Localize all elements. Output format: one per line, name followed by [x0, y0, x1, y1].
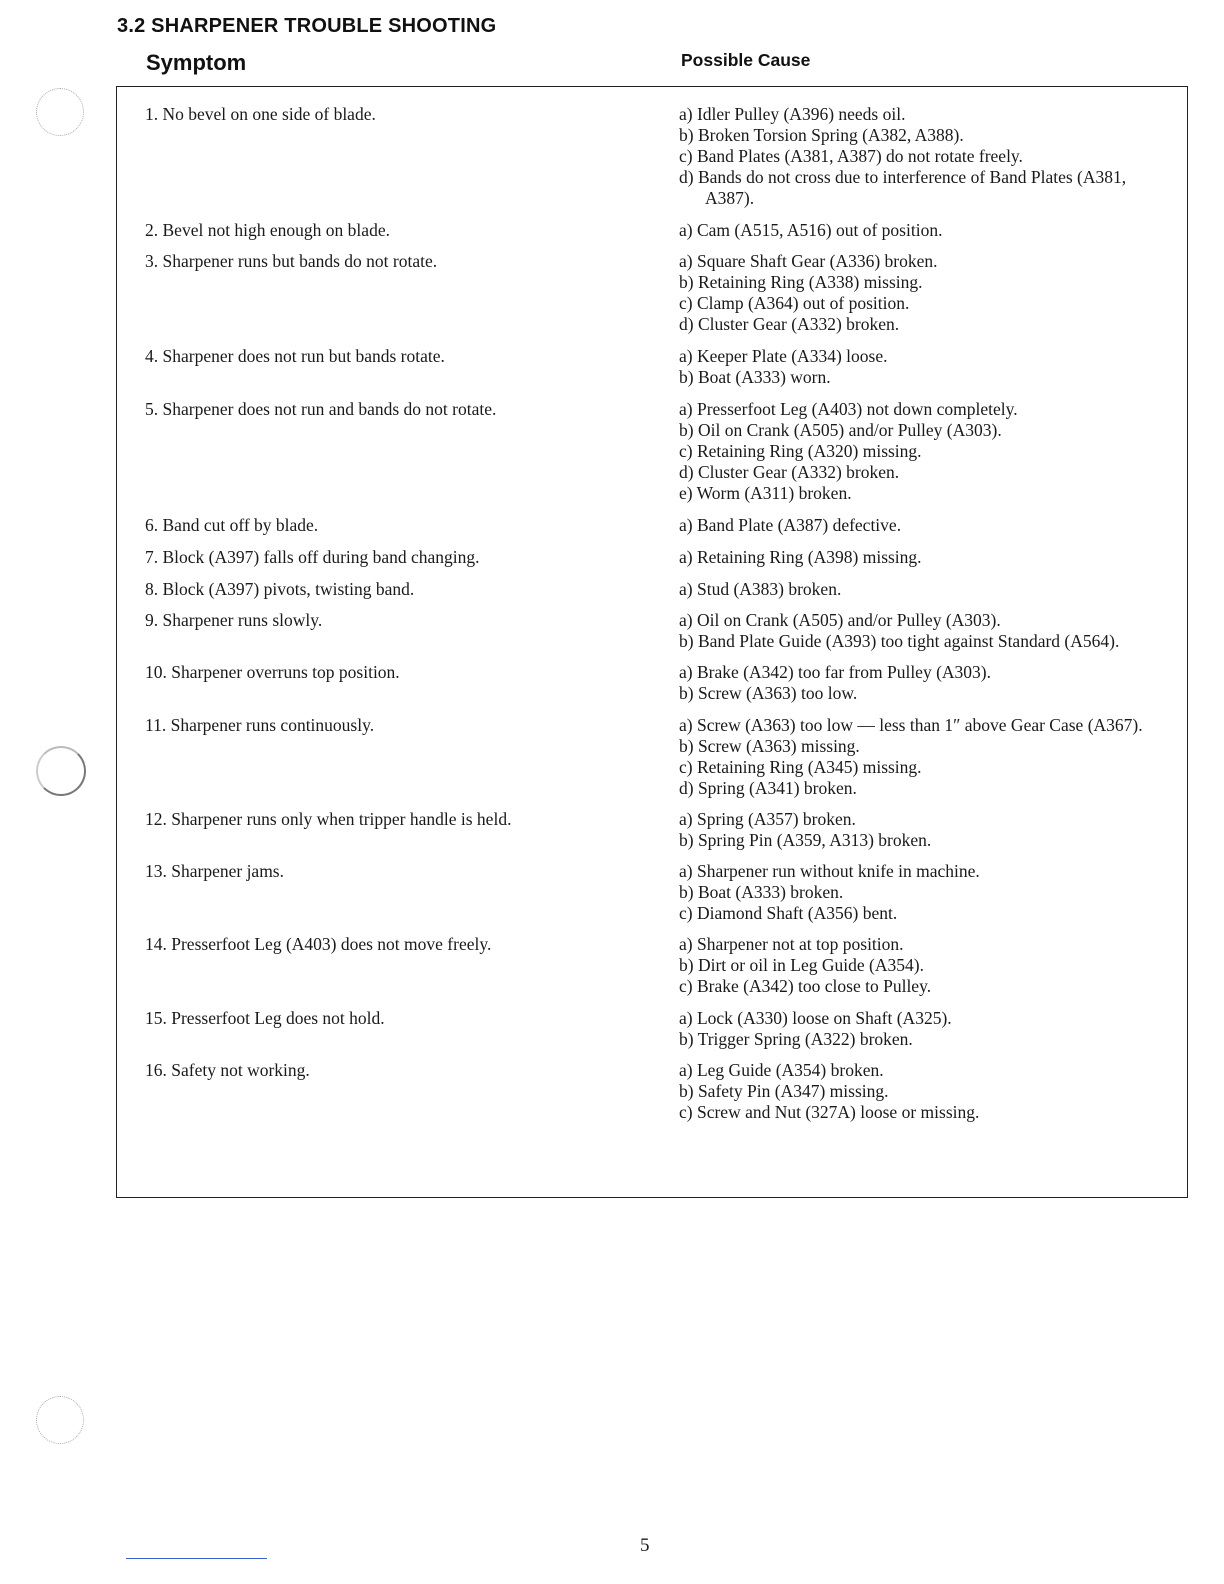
table-row	[117, 934, 1187, 997]
cause-item: a) Stud (A383) broken.	[679, 579, 842, 599]
cause-item: c) Screw and Nut (327A) loose or missing.	[679, 1102, 980, 1122]
symptom-text: 9. Sharpener runs slowly.	[145, 610, 323, 630]
symptom-text: 12. Sharpener runs only when tripper handle is held.	[145, 809, 512, 829]
cause-item: b) Dirt or oil in Leg Guide (A354).	[679, 955, 924, 975]
symptom-text: 10. Sharpener overruns top position.	[145, 662, 400, 682]
symptom-text: 3. Sharpener runs but bands do not rotate.	[145, 251, 438, 271]
cause-list	[649, 861, 1169, 924]
symptom-column-header: Symptom	[146, 50, 247, 75]
cause-item: d) Spring (A341) broken.	[679, 778, 857, 798]
cause-item: a) Brake (A342) too far from Pulley (A303).	[679, 662, 991, 682]
cause-list	[649, 220, 1169, 241]
cause-item: a) Spring (A357) broken.	[679, 809, 856, 829]
table-row	[117, 579, 1187, 600]
cause-item: b) Spring Pin (A359, A313) broken.	[679, 830, 932, 850]
symptom-text: 6. Band cut off by blade.	[145, 515, 319, 535]
cause-list	[649, 809, 1169, 851]
symptom-text: 13. Sharpener jams.	[145, 861, 284, 881]
cause-item: a) Sharpener not at top position.	[679, 934, 904, 954]
cause-item: a) Keeper Plate (A334) loose.	[679, 346, 888, 366]
cause-item: a) Sharpener run without knife in machine.	[679, 861, 980, 881]
cause-item: a) Cam (A515, A516) out of position.	[679, 220, 943, 240]
cause-list	[649, 547, 1169, 568]
cause-item: b) Broken Torsion Spring (A382, A388).	[679, 125, 964, 145]
cause-list	[649, 104, 1169, 209]
cause-item: a) Retaining Ring (A398) missing.	[679, 547, 922, 567]
cause-item: a) Square Shaft Gear (A336) broken.	[679, 251, 938, 271]
cause-list	[649, 662, 1169, 704]
cause-item: a) Idler Pulley (A396) needs oil.	[679, 104, 906, 124]
symptom-text: 5. Sharpener does not run and bands do not rotate.	[145, 399, 497, 419]
table-row	[117, 220, 1187, 241]
cause-item: c) Retaining Ring (A345) missing.	[679, 757, 922, 777]
cause-item: a) Screw (A363) too low — less than 1″ above Gear Case (A367).	[679, 715, 1143, 735]
symptom-text: 14. Presserfoot Leg (A403) does not move freely.	[145, 934, 492, 954]
cause-list	[649, 346, 1169, 388]
cause-list	[649, 251, 1169, 335]
symptom-text: 1. No bevel on one side of blade.	[145, 104, 376, 124]
cause-item: a) Presserfoot Leg (A403) not down completely.	[679, 399, 1018, 419]
cause-list	[649, 715, 1169, 799]
cause-list	[649, 934, 1169, 997]
cause-list	[649, 579, 1169, 600]
symptom-text: 15. Presserfoot Leg does not hold.	[145, 1008, 385, 1028]
binder-hole-bottom	[36, 1396, 84, 1444]
table-row	[117, 715, 1187, 799]
cause-item: d) Bands do not cross due to interference of Band Plates (A381, A387).	[679, 167, 1127, 208]
cause-item: c) Clamp (A364) out of position.	[679, 293, 910, 313]
table-rows	[117, 104, 1187, 1123]
table-row	[117, 861, 1187, 924]
troubleshooting-table	[116, 86, 1188, 1198]
cause-item: b) Safety Pin (A347) missing.	[679, 1081, 889, 1101]
page-number: 5	[640, 1535, 650, 1556]
table-row	[117, 346, 1187, 388]
cause-item: b) Boat (A333) worn.	[679, 367, 831, 387]
cause-item: c) Brake (A342) too close to Pulley.	[679, 976, 932, 996]
cause-item: b) Screw (A363) too low.	[679, 683, 858, 703]
cause-item: d) Cluster Gear (A332) broken.	[679, 314, 900, 334]
table-row	[117, 547, 1187, 568]
cause-item: b) Retaining Ring (A338) missing.	[679, 272, 923, 292]
symptom-text: 2. Bevel not high enough on blade.	[145, 220, 390, 240]
table-row	[117, 610, 1187, 652]
cause-item: c) Band Plates (A381, A387) do not rotate freely.	[679, 146, 1023, 166]
cause-item: b) Band Plate Guide (A393) too tight against Standard (A564).	[679, 631, 1120, 651]
binder-hole-middle	[36, 746, 86, 796]
table-row	[117, 1060, 1187, 1123]
cause-item: b) Screw (A363) missing.	[679, 736, 860, 756]
binder-hole-top	[36, 88, 84, 136]
symptom-text: 8. Block (A397) pivots, twisting band.	[145, 579, 415, 599]
symptom-text: 7. Block (A397) falls off during band changing.	[145, 547, 480, 567]
cause-item: a) Lock (A330) loose on Shaft (A325).	[679, 1008, 952, 1028]
footer-rule	[126, 1558, 267, 1559]
symptom-text: 4. Sharpener does not run but bands rotate.	[145, 346, 445, 366]
cause-item: a) Band Plate (A387) defective.	[679, 515, 902, 535]
symptom-text: 16. Safety not working.	[145, 1060, 310, 1080]
cause-list	[649, 515, 1169, 536]
table-row	[117, 251, 1187, 335]
cause-list	[649, 1008, 1169, 1050]
table-row	[117, 809, 1187, 851]
cause-item: b) Trigger Spring (A322) broken.	[679, 1029, 913, 1049]
cause-column-header: Possible Cause	[681, 50, 811, 70]
cause-item: a) Leg Guide (A354) broken.	[679, 1060, 884, 1080]
table-row	[117, 104, 1187, 209]
cause-list	[649, 1060, 1169, 1123]
table-row	[117, 662, 1187, 704]
cause-list	[649, 610, 1169, 652]
cause-item: e) Worm (A311) broken.	[679, 483, 852, 503]
cause-item: b) Boat (A333) broken.	[679, 882, 844, 902]
table-row	[117, 399, 1187, 504]
cause-item: c) Diamond Shaft (A356) bent.	[679, 903, 898, 923]
cause-item: a) Oil on Crank (A505) and/or Pulley (A303).	[679, 610, 1001, 630]
table-row	[117, 1008, 1187, 1050]
cause-list	[649, 399, 1169, 504]
table-row	[117, 515, 1187, 536]
cause-item: b) Oil on Crank (A505) and/or Pulley (A303).	[679, 420, 1002, 440]
cause-item: c) Retaining Ring (A320) missing.	[679, 441, 922, 461]
symptom-text: 11. Sharpener runs continuously.	[145, 715, 375, 735]
cause-item: d) Cluster Gear (A332) broken.	[679, 462, 900, 482]
section-title: 3.2 SHARPENER TROUBLE SHOOTING	[117, 15, 497, 37]
